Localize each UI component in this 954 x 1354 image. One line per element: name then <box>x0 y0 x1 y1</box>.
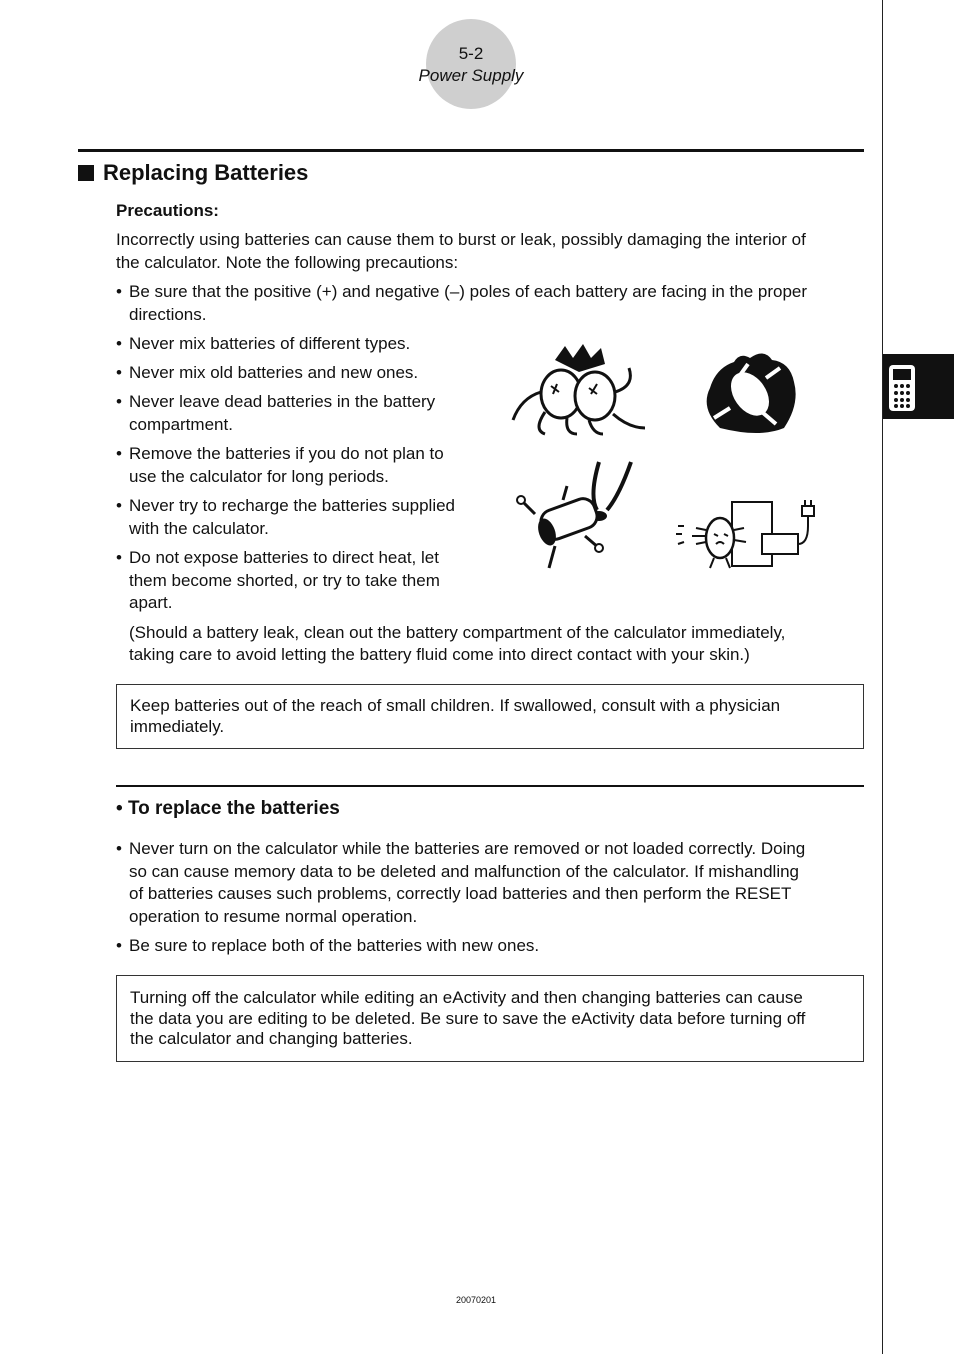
note-box-line: the calculator and changing batteries. <box>130 1029 413 1048</box>
list-item-line: so can cause memory data to be deleted and malfunction of the calculator. If mishandling <box>129 861 800 881</box>
list-item <box>116 547 486 615</box>
square-bullet-icon <box>78 165 94 181</box>
bullet-dot: • <box>116 334 122 353</box>
note-box-line: the data you are editing to be deleted. Be sure to save the eActivity data before turning off <box>130 1008 806 1028</box>
list-item-line: Remove the batteries if you do not plan to <box>129 444 444 463</box>
footer-code: 20070201 <box>455 1295 497 1305</box>
list-item-line: Do not expose batteries to direct heat, let <box>129 548 439 567</box>
page-header-badge <box>426 19 516 109</box>
list-item <box>116 838 862 928</box>
bullet-dot: • <box>116 444 122 463</box>
list-item-line: of batteries causes such problems, correctly load batteries and then perform the RESET <box>129 884 792 903</box>
warning-box-line: immediately. <box>130 717 225 736</box>
list-item-line: them become shorted, or try to take them <box>129 570 440 590</box>
list-item-line: apart. <box>129 593 173 612</box>
section-divider <box>78 149 864 152</box>
list-item <box>116 391 486 436</box>
battery-recharging-icon <box>676 496 820 572</box>
battery-on-fire-icon <box>700 348 800 438</box>
bullet-dot: • <box>116 392 122 411</box>
section-title: Replacing Batteries <box>103 160 309 185</box>
precautions-heading: Precautions: <box>116 201 219 220</box>
list-item-line: Never mix batteries of different types. <box>129 334 411 353</box>
section-heading <box>78 160 308 186</box>
mixed-batteries-fight-icon <box>505 342 653 438</box>
list-item <box>116 443 486 488</box>
list-item-line: Never leave dead batteries in the battery <box>129 392 436 411</box>
note-box <box>116 975 864 1062</box>
bullet-dot: • <box>116 282 122 301</box>
intro-line-2: the calculator. Note the following precautions: <box>116 253 459 272</box>
calculator-icon <box>888 364 916 412</box>
procedure-bullet: • <box>116 798 123 819</box>
list-item-line: compartment. <box>129 414 233 434</box>
bullet-dot: • <box>116 496 122 515</box>
leak-note-line-2: taking care to avoid letting the battery fluid come into direct contact with your skin.) <box>129 645 750 664</box>
warning-box-line: Keep batteries out of the reach of small children. If swallowed, consult with a physician <box>130 696 781 715</box>
intro-line-1: Incorrectly using batteries can cause them to burst or leak, possibly damaging the interior of <box>116 230 806 249</box>
list-item <box>116 935 862 958</box>
list-item-line: operation to resume normal operation. <box>129 906 418 926</box>
procedure-title: To replace the batteries <box>127 798 340 819</box>
page-margin-rule <box>882 0 883 1354</box>
bullet-dot: • <box>116 548 122 567</box>
list-item-line: Be sure that the positive (+) and negative (–) poles of each battery are facing in the proper <box>129 282 808 301</box>
procedure-divider <box>116 785 864 787</box>
list-item-line: use the calculator for long periods. <box>129 466 389 486</box>
list-item <box>116 362 486 385</box>
list-item-line: directions. <box>129 304 207 324</box>
warning-box <box>116 684 864 749</box>
leak-note-line-1: (Should a battery leak, clean out the battery compartment of the calculator immediately, <box>129 623 786 642</box>
list-item <box>116 495 486 540</box>
list-item <box>116 281 862 326</box>
battery-cut-apart-icon <box>515 456 637 574</box>
list-item <box>116 333 486 356</box>
list-item-line: Be sure to replace both of the batteries with new ones. <box>129 936 540 955</box>
bullet-dot: • <box>116 363 122 382</box>
list-item-line: Never mix old batteries and new ones. <box>129 363 419 382</box>
bullet-dot: • <box>116 936 122 955</box>
list-item-line: Never turn on the calculator while the batteries are removed or not loaded correctly. Doing <box>129 839 806 858</box>
page-number: 5-2 <box>458 44 484 63</box>
procedure-heading <box>116 798 340 820</box>
bullet-dot: • <box>116 839 122 858</box>
list-item-line: with the calculator. <box>129 518 269 538</box>
note-box-line: Turning off the calculator while editing an eActivity and then changing batteries can cause <box>130 988 803 1007</box>
chapter-tab[interactable] <box>883 354 954 419</box>
list-item-line: Never try to recharge the batteries supplied <box>129 496 456 515</box>
chapter-title: Power Supply <box>418 66 524 85</box>
